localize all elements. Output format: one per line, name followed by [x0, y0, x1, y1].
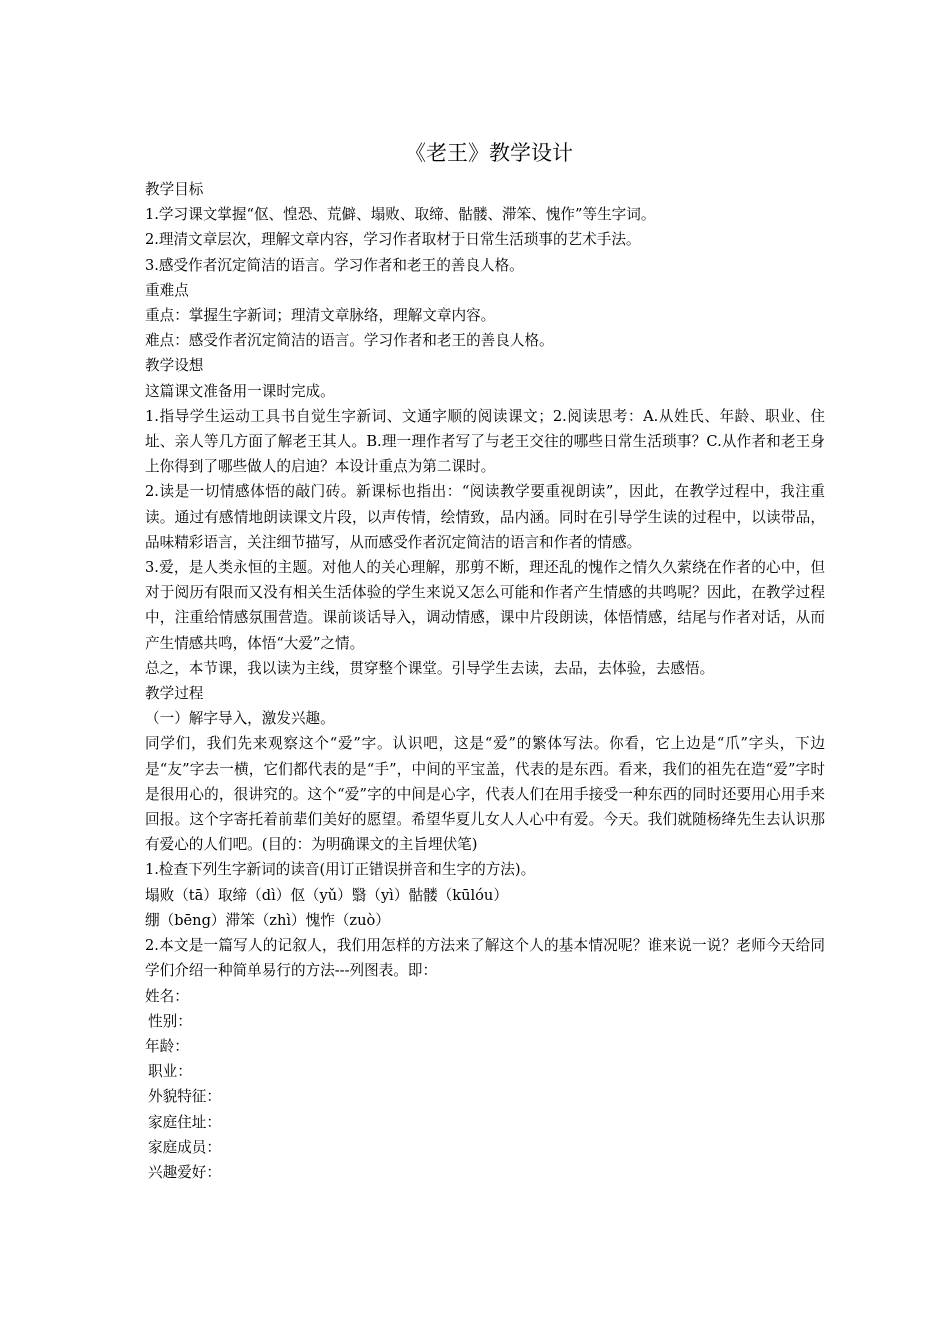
keypoint-item: 重点：掌握生字新词；理清文章脉络，理解文章内容。: [145, 307, 496, 325]
check-heading: 1.检查下列生字新词的读音(用订正错误拼音和生字的方法)。: [145, 861, 536, 879]
table-field-name: 姓名：: [145, 987, 189, 1005]
concept-paragraph: 1.指导学生运动工具书自觉生字新词、文通字顺的阅读课文；2.阅读思考：A.从姓氏、年龄、职业、住址、亲人等几方面了解老王其人。B.理一理作者写了与老王交往的哪些日常生活琐事？C.从作者和老王身上你得到了哪些做人的启迪？本设计重点为第二课时。: [145, 407, 825, 476]
table-field-family: 家庭成员：: [148, 1138, 221, 1156]
pinyin-line: 塌败（tā）取缔（dì）伛（yǔ）翳（yì）骷髅（kūlóu）: [145, 886, 508, 904]
table-field-occupation: 职业：: [148, 1063, 192, 1081]
document-title: 《老王》教学设计: [405, 141, 573, 165]
concept-heading: 教学设想: [145, 357, 204, 375]
goal-item: 1.学习课文掌握“伛、惶恐、荒僻、塌败、取缔、骷髅、滞笨、愧作”等生字词。: [145, 206, 656, 224]
pinyin-line: 绷（bēng）滞笨（zhì）愧怍（zuò）: [145, 911, 390, 929]
goal-item: 2.理清文章层次，理解文章内容，学习作者取材于日常生活琐事的艺术手法。: [145, 231, 641, 249]
concept-intro: 这篇课文准备用一课时完成。: [145, 382, 335, 400]
keypoints-heading: 重难点: [145, 281, 189, 299]
step1-heading: （一）解字导入，激发兴趣。: [145, 710, 335, 728]
concept-paragraph: 总之，本节课，我以读为主线，贯穿整个课堂。引导学生去读，去品，去体验，去感悟。: [145, 659, 715, 677]
goal-item: 3.感受作者沉定简洁的语言。学习作者和老王的善良人格。: [145, 256, 524, 274]
concept-paragraph: 2.读是一切情感体悟的敲门砖。新课标也指出：“阅读教学要重视朗读”，因此，在教学过程中，我注重读。通过有感情地朗读课文片段，以声传情，绘情致，品内涵。同时在引导学生读的过程中，以读带品，品味精彩语言，关注细节描写，从而感受作者沉定简洁的语言和作者的情感。: [145, 483, 825, 551]
goals-heading: 教学目标: [145, 181, 204, 198]
document-page: [145, 138, 825, 1185]
keypoint-item: 难点：感受作者沉定简洁的语言。学习作者和老王的善良人格。: [145, 332, 554, 350]
table-field-address: 家庭住址：: [148, 1113, 221, 1131]
method-paragraph: 2.本文是一篇写人的记叙人，我们用怎样的方法来了解这个人的基本情况呢？谁来说一说？老师今天给同学们介绍一种简单易行的方法---列图表。即：: [145, 937, 825, 980]
table-field-gender: 性别：: [148, 1012, 192, 1030]
process-heading: 教学过程: [145, 685, 204, 703]
table-field-age: 年龄：: [145, 1037, 189, 1055]
concept-paragraph: 3.爱，是人类永恒的主题。对他人的关心理解，那剪不断，理还乱的愧作之情久久萦绕在作者的心中，但对于阅历有限而又没有相关生活体验的学生来说又怎么可能和作者产生情感的共鸣呢？因此，在教学过程中，注重给情感氛围营造。课前谈话导入，调动情感，课中片段朗读，体悟情感，结尾与作者对话，从而产生情感共鸣，体悟“大爱”之情。: [145, 559, 825, 652]
step1-paragraph: 同学们，我们先来观察这个“爱”字。认识吧，这是“爱”的繁体写法。你看，它上边是“爪”字头，下边是“友”字去一横，它们都代表的是“手”，中间的平宝盖，代表的是东西。看来，我们的祖先在造“爱”字时是很用心的，很讲究的。这个“爱”字的中间是心字，代表人们在用手接受一种东西的同时还要用心用手来回报。这个字寄托着前辈们美好的愿望。希望华夏儿女人人心中有爱。今天。我们就随杨绛先生去认识那有爱心的人们吧。(目的：为明确课文的主旨埋伏笔): [145, 735, 825, 854]
table-field-hobbies: 兴趣爱好：: [148, 1163, 221, 1181]
table-field-appearance: 外貌特征：: [148, 1088, 221, 1106]
